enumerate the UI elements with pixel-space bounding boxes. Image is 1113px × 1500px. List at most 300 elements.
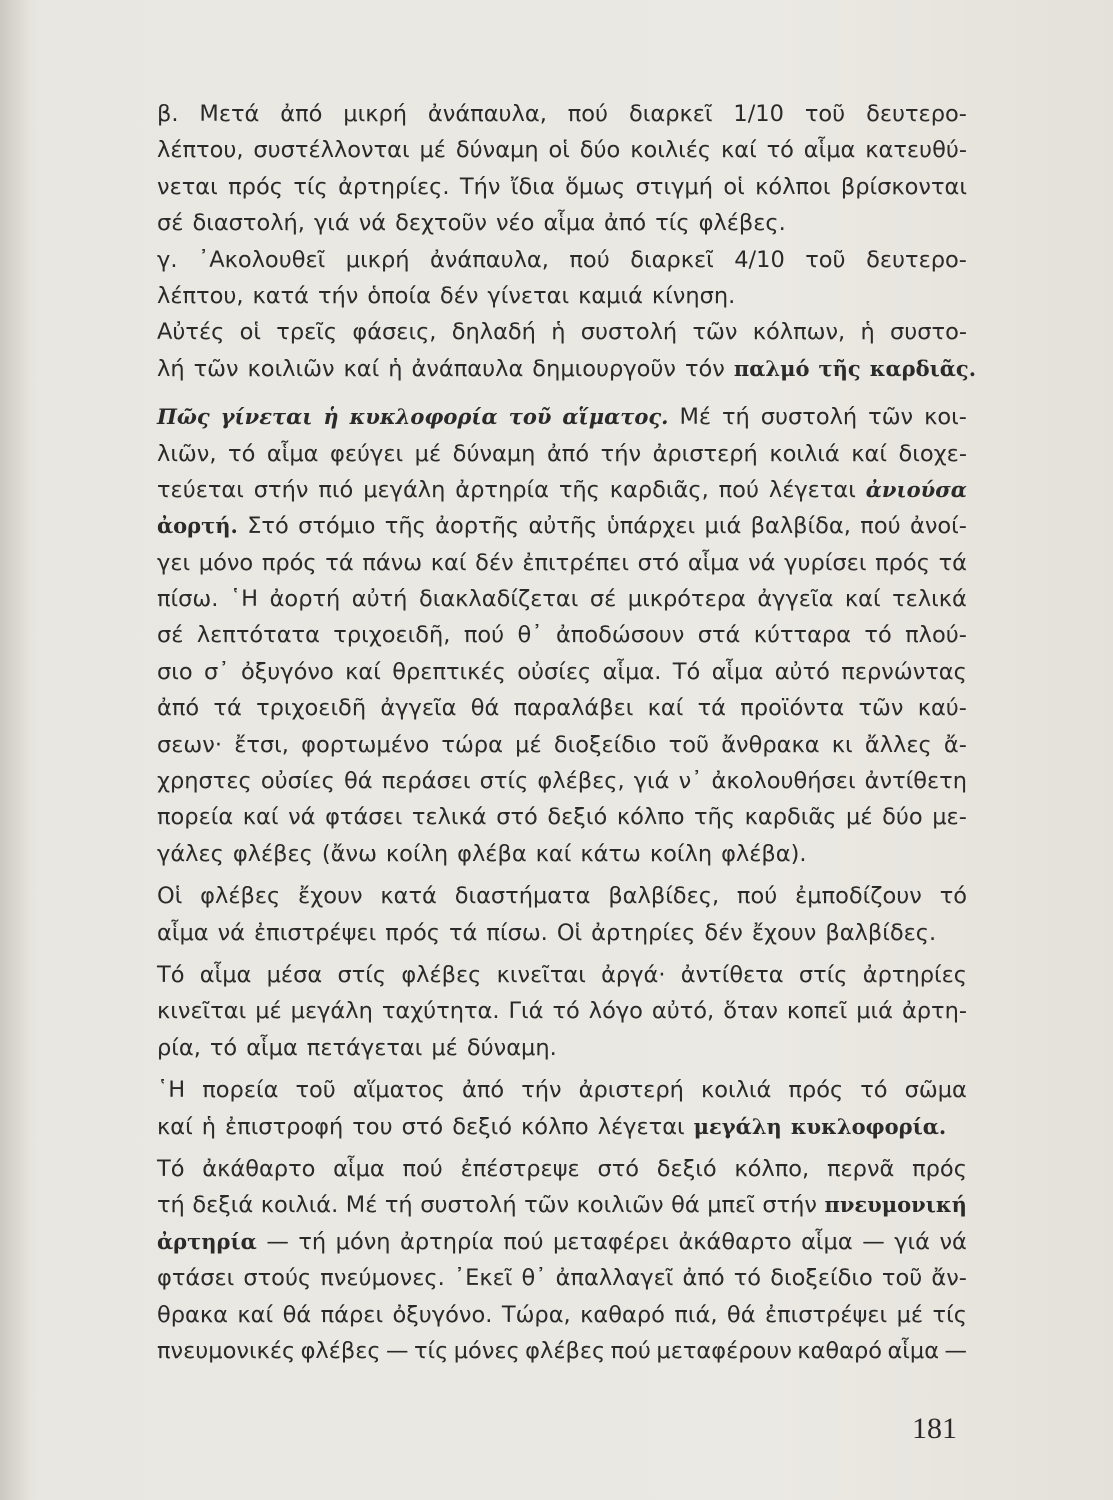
- word: βαλβίδες.: [825, 919, 937, 946]
- word: πού: [463, 622, 505, 649]
- word: νά: [939, 1228, 967, 1255]
- word: κινεῖται: [157, 998, 247, 1025]
- word: ἀνάπαυλα,: [427, 101, 547, 127]
- word: ἀκάθαρτο: [678, 1228, 792, 1255]
- word: Τό: [157, 961, 185, 988]
- word: τά: [449, 919, 478, 946]
- word: σέ: [589, 586, 617, 613]
- word: ἀνάπαυλα,: [429, 246, 549, 273]
- word: τῆς: [558, 476, 600, 503]
- word: κοι-: [924, 404, 967, 431]
- word: κόλποι: [755, 173, 831, 200]
- word: σ᾿: [204, 658, 230, 685]
- word: λή: [157, 355, 185, 382]
- word: τίς: [293, 173, 328, 200]
- word: καί: [430, 549, 467, 576]
- word: πορεία: [157, 804, 234, 831]
- word: φλέβες,: [537, 768, 625, 795]
- word: θά: [343, 768, 373, 795]
- word: δεξιό: [656, 1155, 717, 1182]
- word: τά: [325, 549, 354, 576]
- word: μέσα: [266, 961, 323, 988]
- word: κοιλιά: [700, 1077, 772, 1104]
- word: δευτερο-: [866, 101, 967, 127]
- text-line: [157, 132, 967, 168]
- word: σῶμα: [904, 1077, 967, 1104]
- text-line: [157, 399, 967, 435]
- word: κόλπων,: [752, 319, 846, 346]
- emphasized-word: ἡ: [323, 404, 339, 430]
- word: λεπτότατα: [196, 622, 320, 649]
- emphasized-word: κυκλοφορία.: [790, 1113, 947, 1139]
- word: πού: [567, 101, 609, 127]
- word: τήν: [600, 440, 642, 467]
- word: μεταφέρουν: [656, 1337, 792, 1364]
- word: καρδιᾶς,: [609, 476, 709, 503]
- word: οὐσίες: [517, 658, 592, 685]
- text-line: [157, 169, 967, 205]
- word: τώρα: [441, 731, 503, 758]
- word: πρός: [228, 173, 283, 200]
- emphasized-word: κυκλοφορία: [349, 404, 498, 430]
- word: ἄνθρακα: [721, 731, 820, 758]
- word: φλέβα: [457, 840, 527, 867]
- word: δημιουργοῦν: [532, 355, 676, 382]
- word: αὐτό,: [651, 998, 715, 1025]
- word: ὀξυγόνο: [240, 658, 334, 685]
- word: δηλαδή: [451, 319, 536, 346]
- word: περάσει: [381, 768, 471, 795]
- word: Οἱ: [556, 919, 583, 946]
- word: τό: [209, 1034, 238, 1061]
- word: πού: [610, 1337, 651, 1364]
- word: δεξιό: [452, 1113, 513, 1140]
- word: ἐπιστρέψει: [764, 1301, 888, 1328]
- word: τοῦ: [881, 1265, 923, 1292]
- word: δύναμη: [452, 440, 536, 467]
- word: καθαρό: [580, 1301, 665, 1328]
- word: πού: [736, 883, 778, 910]
- word: θ᾿: [517, 622, 543, 649]
- word: πορεία: [202, 1077, 279, 1104]
- word: στίς: [798, 961, 848, 988]
- word: τό: [864, 622, 892, 649]
- word: ἀορτή: [269, 586, 341, 613]
- word: αἵματος: [352, 1077, 445, 1104]
- word: καρδιᾶς: [744, 804, 837, 831]
- word: τριχοειδῆ,: [333, 622, 451, 649]
- word: τό: [860, 1077, 888, 1104]
- word: τῶν: [692, 319, 738, 346]
- word: φτάσει: [157, 1265, 235, 1292]
- word: ἀπό: [604, 210, 647, 237]
- word: ὀξυγόνο.: [392, 1301, 493, 1328]
- word: καθαρό: [797, 1337, 883, 1364]
- word: τῶν: [524, 1192, 570, 1219]
- word: γιά: [313, 210, 350, 237]
- word: ῾Η: [157, 1077, 186, 1104]
- word: ρία,: [157, 1034, 201, 1061]
- word: μιά: [704, 513, 742, 540]
- word: στίς: [337, 961, 387, 988]
- word: του: [352, 1113, 393, 1140]
- word: τό: [939, 883, 967, 910]
- word: ἡ: [201, 1113, 216, 1140]
- word: ἀνάπαυλα: [411, 355, 524, 382]
- word: λέπτου,: [157, 137, 244, 164]
- word: βαλβίδες,: [608, 883, 720, 910]
- word: πιά,: [674, 1301, 718, 1328]
- word: διαρκεῖ: [628, 101, 713, 127]
- text-line: [157, 1333, 967, 1369]
- word: ἔχουν: [751, 919, 817, 946]
- word: πού: [402, 1155, 443, 1182]
- text-line: [157, 242, 967, 278]
- word: ἀνοί-: [910, 513, 967, 540]
- word: ἀριστερή: [578, 1077, 684, 1104]
- word: πρός: [875, 549, 930, 576]
- word: μεγάλη: [363, 476, 446, 503]
- word: καί: [851, 440, 887, 467]
- emphasized-word: μεγάλη: [693, 1113, 782, 1139]
- word: ἀκάθαρτο: [202, 1155, 316, 1182]
- word: θρακα: [157, 1301, 228, 1328]
- word: τίς: [655, 210, 690, 237]
- word: δύναμη.: [466, 1034, 557, 1061]
- word: μέ: [431, 1034, 458, 1061]
- word: ἀρτηρίες.: [338, 173, 450, 200]
- word: λέπτου,: [157, 282, 244, 309]
- word: πνευμονικές: [157, 1337, 296, 1364]
- word: σεων·: [157, 731, 222, 758]
- word: δύο: [882, 804, 923, 831]
- word: πού: [860, 513, 901, 540]
- word: τήν: [521, 1077, 562, 1104]
- word: καί: [242, 804, 279, 831]
- word: διοχε-: [898, 440, 967, 467]
- word: λόγο: [588, 998, 643, 1025]
- text-line: [157, 654, 967, 690]
- text-line: [157, 727, 967, 763]
- word: ἀργά·: [601, 961, 666, 988]
- text-line: [157, 545, 967, 581]
- text-line: [157, 836, 967, 872]
- word: πρός: [385, 919, 441, 946]
- word: αἷμα: [199, 961, 252, 988]
- word: αὐτή: [351, 586, 408, 613]
- word: μόνο: [198, 549, 254, 576]
- word: οἱ: [548, 137, 570, 164]
- word: προϊόντα: [740, 695, 845, 722]
- emphasized-word: ἀορτή.: [157, 513, 238, 539]
- word: διοξείδιο: [770, 1265, 873, 1292]
- word: διαστήματα: [454, 883, 591, 910]
- word: τριχοειδῆ: [256, 695, 367, 722]
- emphasized-word: τοῦ: [508, 404, 552, 430]
- word: δέν: [704, 919, 743, 946]
- word: αἷμα: [266, 440, 319, 467]
- word: ἀντίθετα: [680, 961, 784, 988]
- word: φλέβα).: [721, 840, 807, 867]
- word: ἡ: [860, 319, 875, 346]
- emphasized-word: παλμό: [733, 355, 810, 381]
- word: στό: [637, 549, 680, 576]
- word: τά: [697, 695, 726, 722]
- word: μικρή: [345, 246, 410, 273]
- word: μέ: [419, 137, 446, 164]
- word: πάρει: [320, 1301, 384, 1328]
- text-line: [157, 351, 977, 387]
- word: λιῶν,: [157, 440, 217, 467]
- word: τοῦ: [295, 1077, 336, 1104]
- word: συστο-: [890, 319, 967, 346]
- word: τῶν: [858, 695, 904, 722]
- text-line: [157, 278, 967, 314]
- word: κι: [831, 731, 853, 758]
- word: αἷμα: [333, 1155, 385, 1182]
- word: τοῦ: [804, 101, 846, 127]
- word: φλέβες: [525, 1337, 606, 1364]
- word: ὑπάρχει: [606, 513, 696, 540]
- word: στά: [697, 622, 741, 649]
- word: ᾿Ακολουθεῖ: [197, 246, 326, 273]
- word: πνεύμονες.: [320, 1265, 445, 1292]
- word: κοιλιές: [630, 137, 712, 164]
- text-line: [157, 314, 967, 350]
- word: δύναμη: [455, 137, 539, 164]
- emphasized-word: ἀνιούσα: [865, 476, 967, 502]
- word: πίσω.: [157, 586, 219, 613]
- text-line: [157, 763, 967, 799]
- text-line: [157, 508, 967, 544]
- word: ταχύτητα.: [381, 998, 500, 1025]
- word: β.: [157, 101, 179, 127]
- word: ἀπό: [280, 101, 323, 127]
- word: πιό: [318, 476, 354, 503]
- word: ἔχουν: [298, 883, 363, 910]
- word: αἷμα: [543, 210, 596, 237]
- word: κοιλιῶν: [247, 355, 335, 382]
- text-line: [157, 1187, 967, 1223]
- emphasized-word: Πῶς: [157, 404, 210, 430]
- word: καί: [647, 695, 684, 722]
- word: Οἱ: [157, 883, 183, 910]
- word: τό: [228, 440, 256, 467]
- word: καί: [237, 1301, 274, 1328]
- word: αἷμα: [801, 1228, 853, 1255]
- word: Τό: [672, 658, 701, 685]
- word: αἷμα: [687, 549, 740, 576]
- word: Μέ: [679, 404, 712, 431]
- word: τή: [384, 1192, 413, 1219]
- word: τά: [938, 549, 967, 576]
- emphasized-word: καρδιᾶς.: [869, 355, 977, 381]
- text-line: [157, 1109, 967, 1145]
- word: νεται: [157, 173, 218, 200]
- word: γει: [157, 549, 191, 576]
- word: καί: [345, 658, 381, 685]
- word: Στό: [247, 513, 289, 540]
- word: τελικά: [892, 586, 967, 613]
- word: τεύεται: [157, 476, 244, 503]
- word: ἴδια: [510, 173, 555, 200]
- word: φάσεις,: [352, 319, 437, 346]
- text-line: [157, 96, 967, 132]
- word: πετάγεται: [306, 1034, 423, 1061]
- word: ν᾿: [678, 768, 703, 795]
- word: κοπεῖ: [786, 998, 848, 1025]
- word: νά: [748, 549, 776, 576]
- word: κάτω: [580, 840, 641, 867]
- word: ἀποδώσουν: [555, 622, 685, 649]
- word: μέ: [896, 1301, 924, 1328]
- word: τό: [552, 998, 580, 1025]
- word: πλού-: [905, 622, 967, 649]
- word: τρεῖς: [276, 319, 338, 346]
- word: διοξείδιο: [553, 731, 657, 758]
- word: περνώντας: [841, 658, 967, 685]
- word: —: [944, 1337, 967, 1364]
- word: γίνεται: [487, 282, 570, 309]
- word: δευτερο-: [866, 246, 967, 273]
- word: κινεῖται: [496, 961, 586, 988]
- word: θ᾿: [521, 1265, 547, 1292]
- text-line: [157, 993, 967, 1029]
- word: στούς: [243, 1265, 312, 1292]
- word: ἀορτῆς: [435, 513, 520, 540]
- word: κατά: [380, 883, 437, 910]
- word: αἷμα: [711, 658, 764, 685]
- word: χρηστες: [157, 768, 252, 795]
- word: κοίλη: [649, 840, 713, 867]
- emphasized-word: πνευμονική: [824, 1192, 967, 1218]
- word: ἀριστερή: [652, 440, 758, 467]
- word: τοῦ: [805, 246, 846, 273]
- text-line: [157, 617, 967, 653]
- word: φτάσει: [325, 804, 403, 831]
- word: δύο: [579, 137, 621, 164]
- word: ὁποία: [367, 282, 431, 309]
- text-line: [157, 799, 967, 835]
- word: στό: [401, 1113, 444, 1140]
- word: —: [386, 1337, 409, 1364]
- text-line: [157, 915, 967, 951]
- word: πρός: [261, 549, 317, 576]
- word: περνᾶ: [826, 1155, 895, 1182]
- word: αἷμα: [157, 919, 209, 946]
- word: Τό: [157, 1155, 185, 1182]
- word: φλέβες: [232, 840, 313, 867]
- word: Μέ: [345, 1192, 378, 1219]
- word: αὐτῆς: [528, 513, 598, 540]
- word: καί: [157, 1113, 193, 1140]
- word: φλέβες: [200, 883, 281, 910]
- word: στήν: [762, 1192, 817, 1219]
- word: γιά: [894, 1228, 930, 1255]
- word: διακλαδίζεται: [418, 586, 579, 613]
- word: ἀγγεῖα: [380, 695, 457, 722]
- word: καί: [844, 586, 881, 613]
- word: τή: [157, 1192, 185, 1219]
- word: γυρίσει: [784, 549, 867, 576]
- word: μεταφέρει: [553, 1228, 669, 1255]
- word: δέν: [439, 282, 479, 309]
- word: μόνες: [453, 1337, 520, 1364]
- word: φλέβες: [401, 961, 482, 988]
- word: νά: [288, 804, 316, 831]
- word: θά: [671, 1192, 700, 1219]
- word: ὅταν: [723, 998, 778, 1025]
- word: μεγάλη: [290, 998, 373, 1025]
- word: οἱ: [239, 319, 261, 346]
- word: κοιλιῶν: [576, 1192, 664, 1219]
- word: τά: [213, 695, 242, 722]
- text-line: [157, 1224, 967, 1260]
- word: θά: [726, 1301, 756, 1328]
- word: —: [862, 1228, 885, 1255]
- word: πίσω.: [486, 919, 548, 946]
- word: νέο: [495, 210, 535, 237]
- word: θρεπτικές: [392, 658, 506, 685]
- word: πρός: [912, 1155, 967, 1182]
- word: κόλπο: [616, 804, 685, 831]
- word: κόλπο: [521, 1113, 589, 1140]
- word: οὐσίες: [260, 768, 335, 795]
- word: ὅμως: [565, 173, 626, 200]
- word: πάνω: [362, 549, 423, 576]
- word: καί: [721, 137, 757, 164]
- word: ἀρτηρία: [455, 476, 549, 503]
- text-line: [157, 436, 967, 472]
- word: μέ: [414, 440, 442, 467]
- word: συστέλλονται: [253, 137, 410, 164]
- word: ἡ: [388, 355, 403, 382]
- word: οἱ: [723, 173, 745, 200]
- word: κατά: [252, 282, 309, 309]
- word: ἀπαλλαγεῖ: [555, 1265, 674, 1292]
- emphasized-word: ἀρτηρία: [157, 1228, 257, 1254]
- text-line: [157, 205, 967, 241]
- word: μόνη: [335, 1228, 391, 1255]
- text-line: [157, 1297, 967, 1333]
- word: στό: [597, 1155, 640, 1182]
- word: συστολή: [760, 404, 858, 431]
- word: θά: [470, 695, 500, 722]
- word: 4/10: [734, 246, 785, 273]
- word: με-: [932, 804, 967, 831]
- word: παραλάβει: [513, 695, 634, 722]
- word: Αὐτές: [157, 319, 225, 346]
- word: Μετά: [199, 101, 260, 127]
- word: μιά: [856, 998, 893, 1025]
- word: τίς: [413, 1337, 449, 1364]
- word: βαλβίδα,: [750, 513, 851, 540]
- word: αἷμα: [246, 1034, 298, 1061]
- word: μπεῖ: [707, 1192, 755, 1219]
- word: τή: [298, 1228, 327, 1255]
- word: ἀπό: [682, 1265, 725, 1292]
- word: ἐπιστροφή: [224, 1113, 344, 1140]
- body-text: [157, 96, 977, 1369]
- emphasized-word: γίνεται: [220, 404, 313, 430]
- word: ἐπιτρέπει: [522, 549, 629, 576]
- text-line: [157, 1030, 967, 1066]
- text-line: [157, 1151, 967, 1187]
- word: φεύγει: [330, 440, 404, 467]
- word: ἐπιστρέψει: [254, 919, 377, 946]
- word: Τώρα,: [501, 1301, 571, 1328]
- word: Τήν: [459, 173, 501, 200]
